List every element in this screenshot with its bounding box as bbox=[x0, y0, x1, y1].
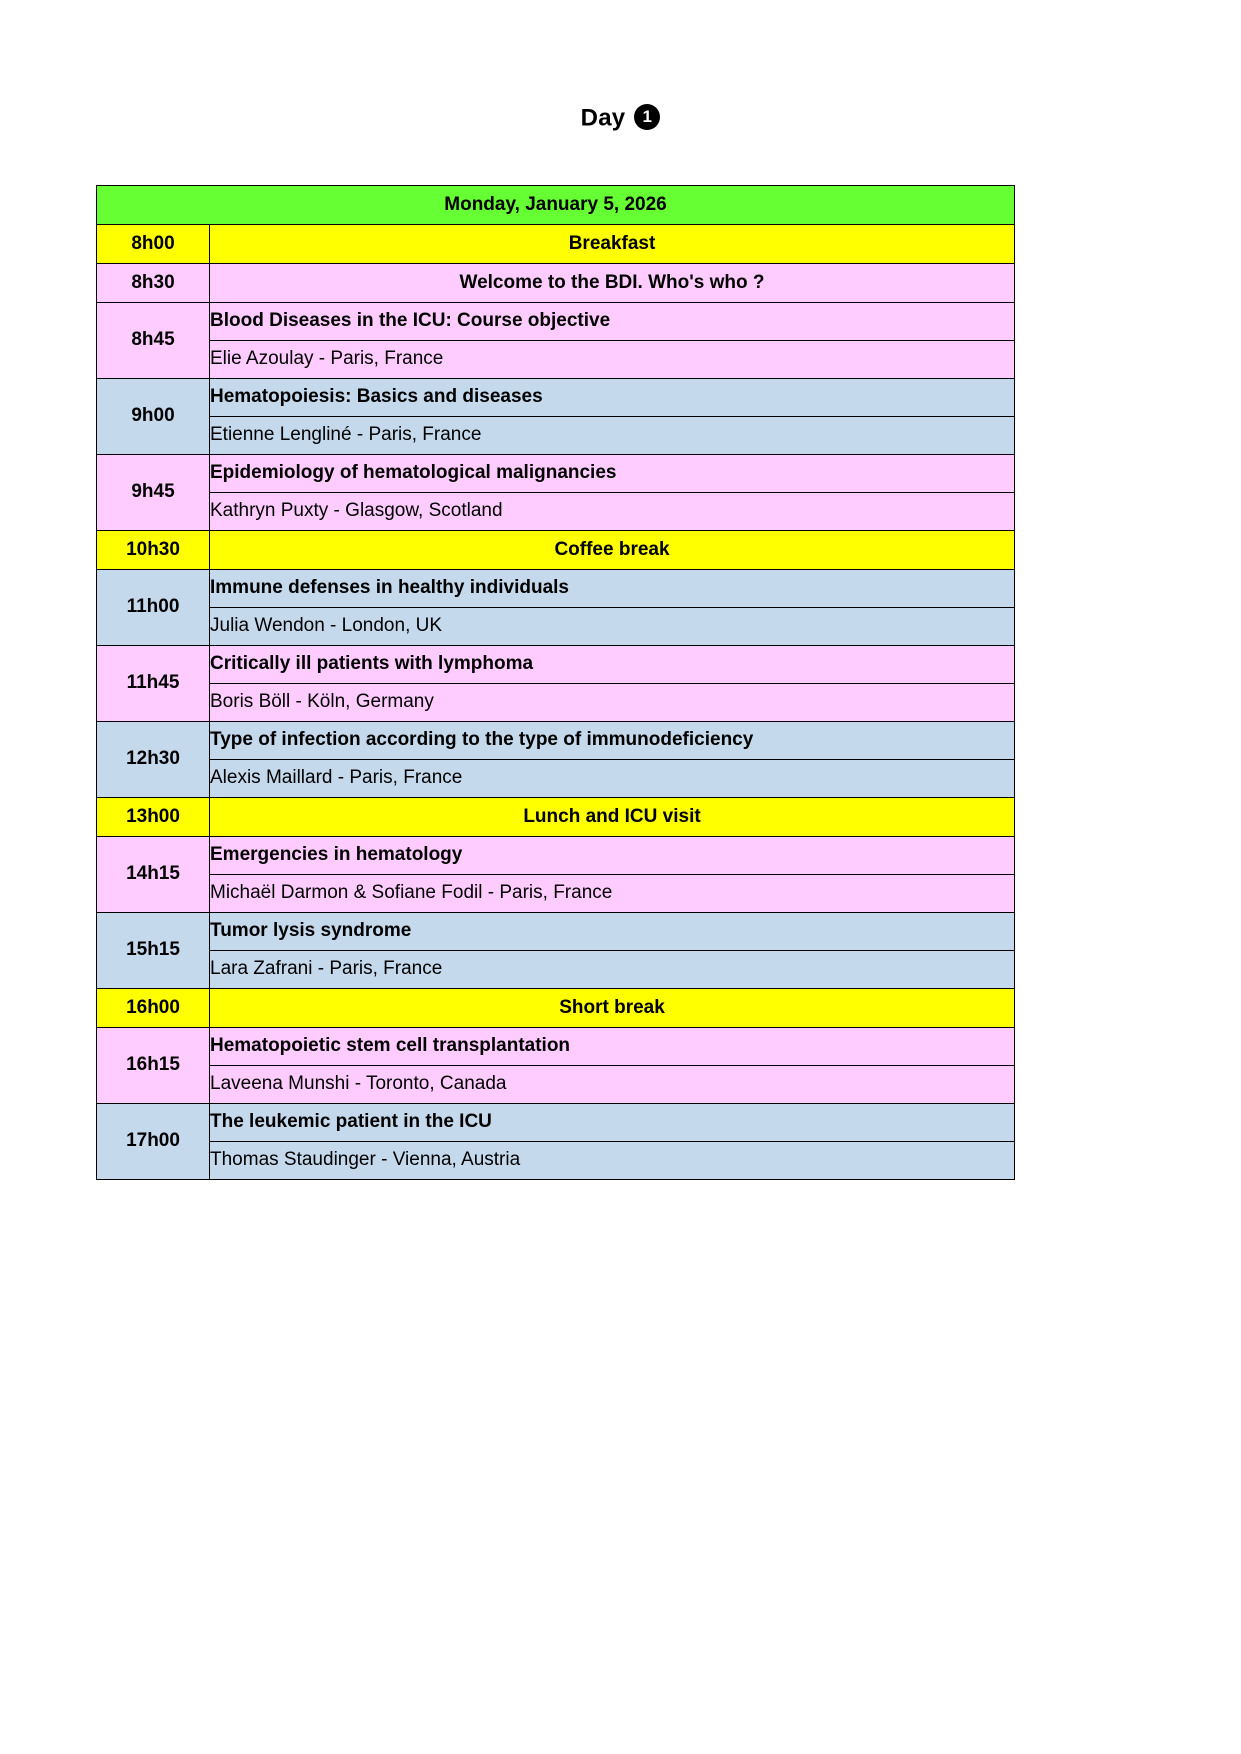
break-time: 16h00 bbox=[97, 988, 210, 1027]
day-title: Monday, January 5, 2026 bbox=[97, 185, 1015, 224]
session-title: Welcome to the BDI. Who's who ? bbox=[210, 263, 1015, 302]
day-number-badge: 1 bbox=[634, 104, 660, 130]
break-title: Lunch and ICU visit bbox=[210, 797, 1015, 836]
session-speaker: Boris Böll - Köln, Germany bbox=[210, 683, 1015, 721]
schedule-session-row bbox=[97, 721, 1015, 759]
session-speaker: Kathryn Puxty - Glasgow, Scotland bbox=[210, 492, 1015, 530]
schedule-session-row bbox=[97, 645, 1015, 683]
schedule-speaker-row bbox=[97, 950, 1015, 988]
session-title: Type of infection according to the type of immunodeficiency bbox=[210, 721, 1015, 759]
session-title: Immune defenses in healthy individuals bbox=[210, 569, 1015, 607]
schedule-speaker-row bbox=[97, 1141, 1015, 1179]
schedule-speaker-row bbox=[97, 683, 1015, 721]
day-header-label: Day bbox=[580, 104, 626, 132]
schedule-session-row bbox=[97, 1027, 1015, 1065]
schedule-speaker-row bbox=[97, 340, 1015, 378]
session-time: 9h45 bbox=[97, 454, 210, 530]
session-speaker: Elie Azoulay - Paris, France bbox=[210, 340, 1015, 378]
schedule-session-row bbox=[97, 569, 1015, 607]
session-title: Emergencies in hematology bbox=[210, 836, 1015, 874]
schedule-break-row bbox=[97, 530, 1015, 569]
schedule-table-wrapper bbox=[96, 185, 1014, 1180]
schedule-speaker-row bbox=[97, 607, 1015, 645]
schedule-speaker-row bbox=[97, 416, 1015, 454]
session-speaker: Michaël Darmon & Sofiane Fodil - Paris, France bbox=[210, 874, 1015, 912]
break-title: Coffee break bbox=[210, 530, 1015, 569]
schedule-break-row bbox=[97, 988, 1015, 1027]
session-title: Epidemiology of hematological malignancies bbox=[210, 454, 1015, 492]
schedule-single-row bbox=[97, 263, 1015, 302]
session-time: 16h15 bbox=[97, 1027, 210, 1103]
schedule-session-row bbox=[97, 378, 1015, 416]
break-time: 13h00 bbox=[97, 797, 210, 836]
session-time: 8h30 bbox=[97, 263, 210, 302]
session-title: The leukemic patient in the ICU bbox=[210, 1103, 1015, 1141]
break-title: Short break bbox=[210, 988, 1015, 1027]
session-speaker: Laveena Munshi - Toronto, Canada bbox=[210, 1065, 1015, 1103]
day-header bbox=[0, 0, 1241, 133]
session-time: 11h00 bbox=[97, 569, 210, 645]
session-time: 12h30 bbox=[97, 721, 210, 797]
session-title: Critically ill patients with lymphoma bbox=[210, 645, 1015, 683]
session-time: 11h45 bbox=[97, 645, 210, 721]
schedule-session-row bbox=[97, 912, 1015, 950]
session-speaker: Alexis Maillard - Paris, France bbox=[210, 759, 1015, 797]
session-speaker: Lara Zafrani - Paris, France bbox=[210, 950, 1015, 988]
schedule-session-row bbox=[97, 1103, 1015, 1141]
schedule-table bbox=[96, 185, 1015, 1180]
session-time: 9h00 bbox=[97, 378, 210, 454]
session-speaker: Thomas Staudinger - Vienna, Austria bbox=[210, 1141, 1015, 1179]
schedule-break-row bbox=[97, 797, 1015, 836]
schedule-speaker-row bbox=[97, 874, 1015, 912]
schedule-speaker-row bbox=[97, 492, 1015, 530]
break-time: 10h30 bbox=[97, 530, 210, 569]
schedule-table-body bbox=[97, 185, 1015, 1179]
session-title: Blood Diseases in the ICU: Course objective bbox=[210, 302, 1015, 340]
session-title: Tumor lysis syndrome bbox=[210, 912, 1015, 950]
session-time: 17h00 bbox=[97, 1103, 210, 1179]
break-title: Breakfast bbox=[210, 224, 1015, 263]
schedule-speaker-row bbox=[97, 1065, 1015, 1103]
day-title-row bbox=[97, 185, 1015, 224]
session-time: 15h15 bbox=[97, 912, 210, 988]
schedule-speaker-row bbox=[97, 759, 1015, 797]
schedule-break-row bbox=[97, 224, 1015, 263]
session-title: Hematopoietic stem cell transplantation bbox=[210, 1027, 1015, 1065]
session-title: Hematopoiesis: Basics and diseases bbox=[210, 378, 1015, 416]
schedule-session-row bbox=[97, 302, 1015, 340]
schedule-session-row bbox=[97, 454, 1015, 492]
session-speaker: Julia Wendon - London, UK bbox=[210, 607, 1015, 645]
session-time: 14h15 bbox=[97, 836, 210, 912]
session-speaker: Etienne Lengliné - Paris, France bbox=[210, 416, 1015, 454]
break-time: 8h00 bbox=[97, 224, 210, 263]
session-time: 8h45 bbox=[97, 302, 210, 378]
schedule-session-row bbox=[97, 836, 1015, 874]
